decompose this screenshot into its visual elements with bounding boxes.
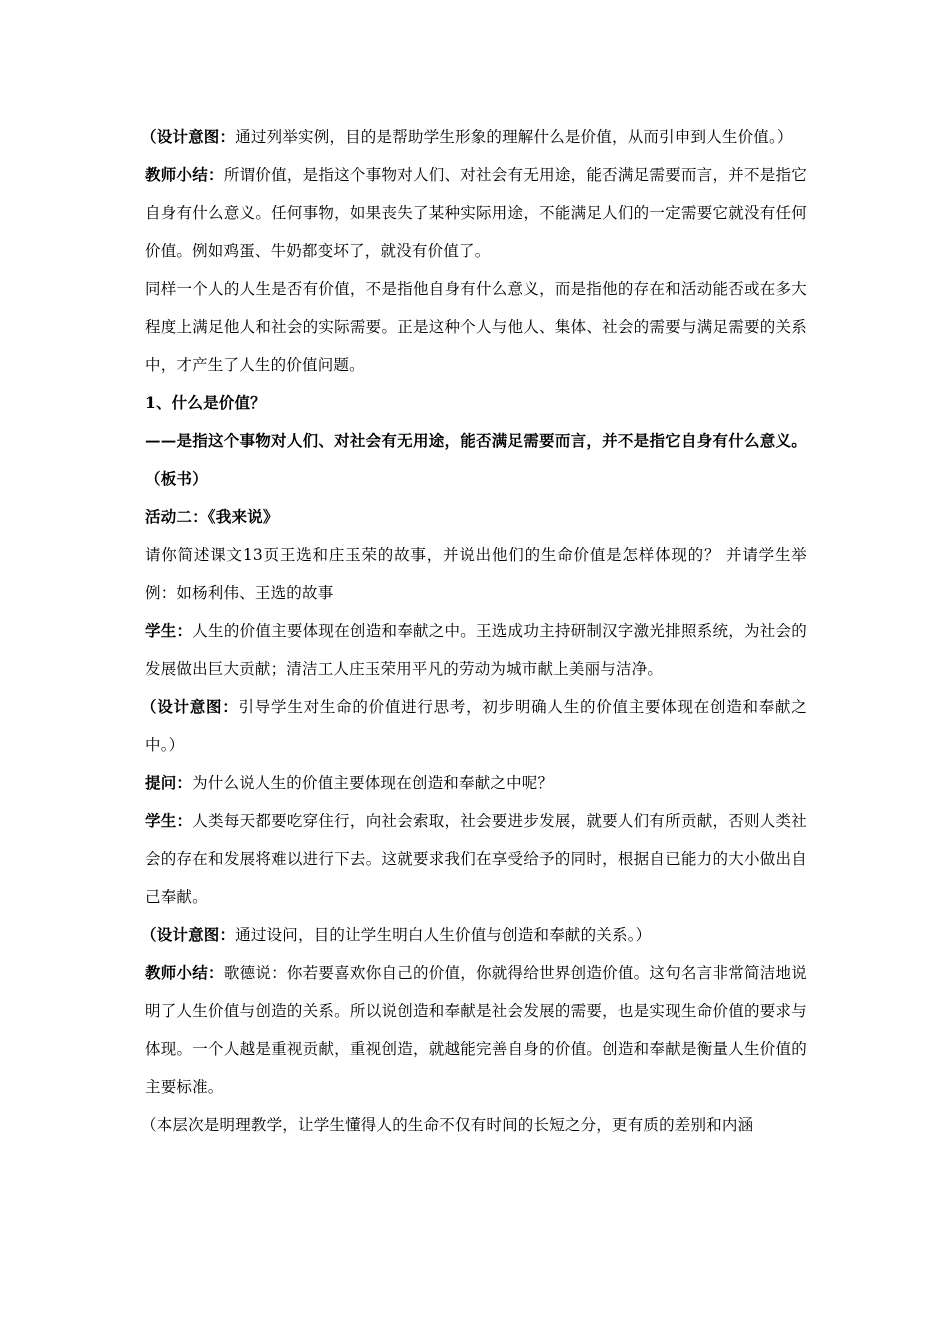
teacher-summary-label: 教师小结： xyxy=(145,165,224,184)
paragraph-text: 通过列举实例，目的是帮助学生形象的理解什么是价值，从而引申到人生价值。） xyxy=(235,128,793,146)
design-intent-label: （设计意图： xyxy=(141,127,236,146)
paragraph-text: 引导学生对生命的价值进行思考，初步明确人生的价值主要体现在创造和奉献之中。） xyxy=(145,698,807,754)
student-answer-paragraph-1 xyxy=(145,612,807,688)
question-heading-what-is-value: 1、什么是价值？ xyxy=(145,393,266,412)
activity-two-prompt xyxy=(145,536,807,612)
design-intent-label: （设计意图： xyxy=(141,697,239,716)
design-intent-label: （设计意图： xyxy=(141,925,236,944)
student-label: 学生： xyxy=(145,621,193,640)
paragraph-text: 歌德说：你若要喜欢你自己的价值，你就得给世界创造价值。这句名言非常简洁地说明了人生价值与创造的关系。所以说创造和奉献是社会发展的需要，也是实现生命价值的要求与体现。一个人越是重视贡献，重视创造，就越能完善自身的价值。创造和奉献是衡量人生价值的主要标准。 xyxy=(145,964,807,1096)
paragraph-text: 通过设问，目的让学生明白人生价值与创造和奉献的关系。） xyxy=(235,926,652,944)
paragraph-text: 人类每天都要吃穿住行，向社会索取，社会要进步发展，就要人们有所贡献，否则人类社会的存在和发展将难以进行下去。这就要求我们在享受给予的同时，根据自已能力的大小做出自己奉献。 xyxy=(145,812,807,906)
teacher-summary-label: 教师小结： xyxy=(145,963,224,982)
paragraph-text: 同样一个人的人生是否有价值，不是指他自身有什么意义，而是指他的存在和活动能否或在多大程度上满足他人和社会的实际需要。正是这种个人与他人、集体、社会的需要与满足需要的关系中，才产生了人生的价值问题。 xyxy=(145,280,807,374)
question-label: 提问： xyxy=(145,773,193,792)
student-answer-paragraph-2 xyxy=(145,802,807,916)
paragraph-text: 为什么说人生的价值主要体现在创造和奉献之中呢？ xyxy=(192,774,554,792)
teacher-summary-paragraph-1 xyxy=(145,156,807,270)
paragraph-text: 所谓价值，是指这个事物对人们、对社会有无用途，能否满足需要而言，并不是指它自身有什么意义。任何事物，如果丧失了某种实际用途，不能满足人们的一定需要它就没有任何价值。例如鸡蛋、牛奶都变坏了，就没有价值了。 xyxy=(145,166,807,260)
activity-two-heading: 活动二：《我来说》 xyxy=(145,507,279,526)
teaching-note-paragraph xyxy=(141,1106,807,1144)
question-paragraph xyxy=(145,764,807,802)
teacher-summary-paragraph-2 xyxy=(145,954,807,1106)
value-definition-board-note: ——是指这个事物对人们、对社会有无用途，能否满足需要而言，并不是指它自身有什么意义。（板书） xyxy=(145,431,807,488)
paragraph-text: 人生的价值主要体现在创造和奉献之中。王选成功主持研制汉字激光排照系统，为社会的发展做出巨大贡献；清洁工人庄玉荣用平凡的劳动为城市献上美丽与洁净。 xyxy=(145,622,807,678)
student-label: 学生： xyxy=(145,811,193,830)
life-value-paragraph xyxy=(145,270,807,384)
design-intent-paragraph-2 xyxy=(141,688,807,764)
design-intent-paragraph-1 xyxy=(141,118,807,156)
design-intent-paragraph-3 xyxy=(141,916,807,954)
paragraph-text: （本层次是明理教学，让学生懂得人的生命不仅有时间的长短之分，更有质的差别和内涵 xyxy=(141,1116,754,1134)
paragraph-text: 请你简述课文13页王选和庄玉荣的故事，并说出他们的生命价值是怎样体现的？ 并请学生举例：如杨利伟、王选的故事 xyxy=(145,546,807,602)
document-page xyxy=(141,118,807,1144)
